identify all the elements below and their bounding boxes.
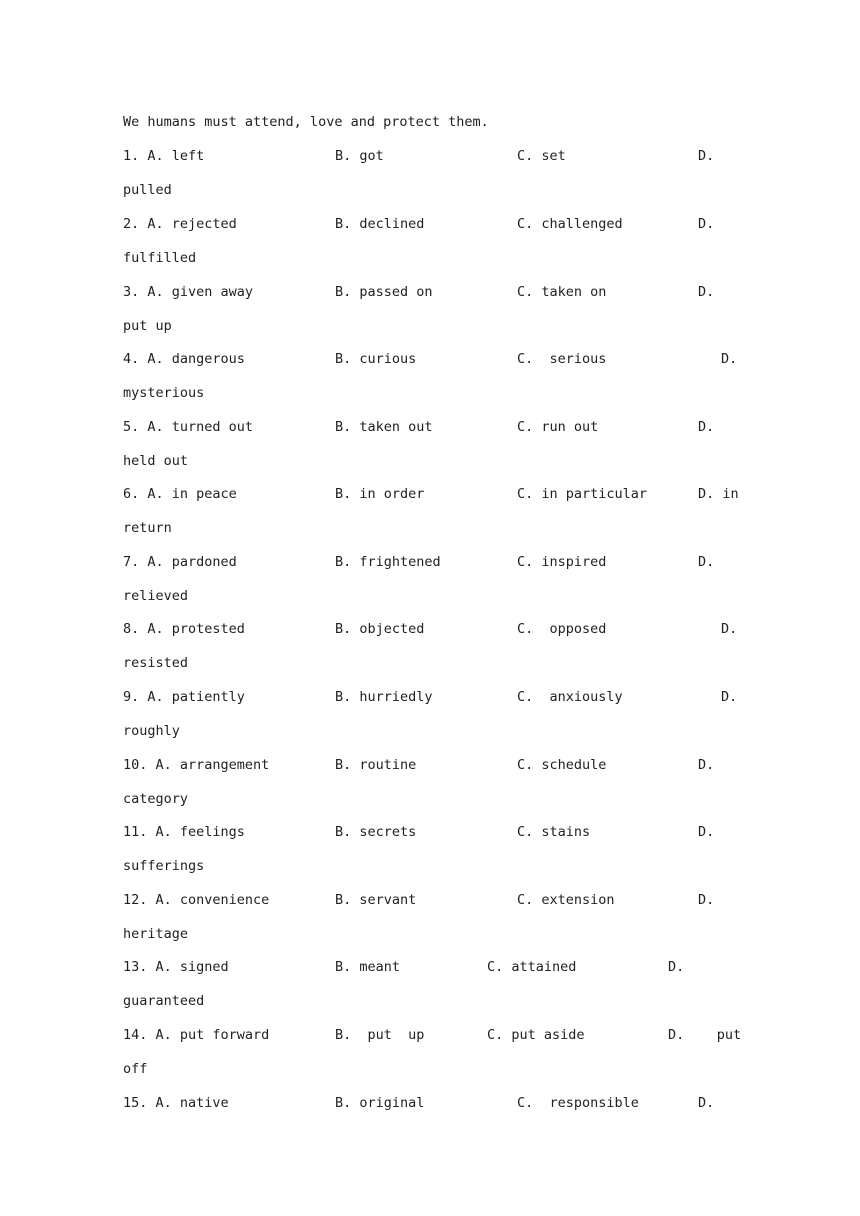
q11-option-d: D. <box>698 824 715 840</box>
q15-option-b: B. original <box>335 1095 425 1111</box>
q4-option-a: 4. A. dangerous <box>123 351 245 367</box>
intro-sentence: We humans must attend, love and protect them. <box>123 114 489 130</box>
q10-option-a: 10. A. arrangement <box>123 757 270 773</box>
q5-option-a: 5. A. turned out <box>123 419 254 435</box>
q3-option-a: 3. A. given away <box>123 284 254 300</box>
q11-option-c: C. stains <box>517 824 591 840</box>
q6-option-d: D. in <box>698 486 739 502</box>
q2-option-a: 2. A. rejected <box>123 216 237 232</box>
q2-option-c: C. challenged <box>517 216 623 232</box>
q15-option-d: D. <box>698 1095 715 1111</box>
q9-option-c: C. anxiously <box>517 689 623 705</box>
q10-option-d: D. <box>698 757 715 773</box>
q9-option-d-wrap: roughly <box>123 723 180 739</box>
q12-option-a: 12. A. convenience <box>123 892 270 908</box>
q2-option-d-wrap: fulfilled <box>123 250 197 266</box>
q14-option-d-wrap: off <box>123 1061 148 1077</box>
q5-option-c: C. run out <box>517 419 599 435</box>
q3-option-b: B. passed on <box>335 284 433 300</box>
q4-option-d: D. <box>721 351 738 367</box>
q1-option-a: 1. A. left <box>123 148 205 164</box>
q1-option-c: C. set <box>517 148 566 164</box>
q3-option-c: C. taken on <box>517 284 607 300</box>
q13-option-b: B. meant <box>335 959 401 975</box>
q2-option-b: B. declined <box>335 216 425 232</box>
q6-option-d-wrap: return <box>123 520 172 536</box>
q12-option-c: C. extension <box>517 892 615 908</box>
q7-option-b: B. frightened <box>335 554 441 570</box>
q15-option-a: 15. A. native <box>123 1095 229 1111</box>
q9-option-b: B. hurriedly <box>335 689 433 705</box>
q3-option-d: D. <box>698 284 715 300</box>
q13-option-d-wrap: guaranteed <box>123 993 205 1009</box>
q6-option-c: C. in particular <box>517 486 648 502</box>
q1-option-b: B. got <box>335 148 384 164</box>
q6-option-a: 6. A. in peace <box>123 486 237 502</box>
q14-option-d: D. put <box>668 1027 742 1043</box>
q13-option-c: C. attained <box>487 959 577 975</box>
q9-option-a: 9. A. patiently <box>123 689 245 705</box>
q10-option-c: C. schedule <box>517 757 607 773</box>
q7-option-d-wrap: relieved <box>123 588 189 604</box>
q10-option-d-wrap: category <box>123 791 189 807</box>
q5-option-d-wrap: held out <box>123 453 189 469</box>
q5-option-b: B. taken out <box>335 419 433 435</box>
q5-option-d: D. <box>698 419 715 435</box>
q15-option-c: C. responsible <box>517 1095 639 1111</box>
q7-option-d: D. <box>698 554 715 570</box>
q13-option-d: D. <box>668 959 685 975</box>
q13-option-a: 13. A. signed <box>123 959 229 975</box>
q8-option-d-wrap: resisted <box>123 655 189 671</box>
q14-option-b: B. put up <box>335 1027 425 1043</box>
q6-option-b: B. in order <box>335 486 425 502</box>
q8-option-c: C. opposed <box>517 621 607 637</box>
q11-option-b: B. secrets <box>335 824 417 840</box>
q3-option-d-wrap: put up <box>123 318 172 334</box>
q4-option-c: C. serious <box>517 351 607 367</box>
q12-option-d: D. <box>698 892 715 908</box>
q12-option-b: B. servant <box>335 892 417 908</box>
q9-option-d: D. <box>721 689 738 705</box>
q4-option-d-wrap: mysterious <box>123 385 205 401</box>
q4-option-b: B. curious <box>335 351 417 367</box>
q8-option-b: B. objected <box>335 621 425 637</box>
q10-option-b: B. routine <box>335 757 417 773</box>
q8-option-d: D. <box>721 621 738 637</box>
q1-option-d-wrap: pulled <box>123 182 172 198</box>
q7-option-c: C. inspired <box>517 554 607 570</box>
q1-option-d: D. <box>698 148 715 164</box>
q8-option-a: 8. A. protested <box>123 621 245 637</box>
q14-option-a: 14. A. put forward <box>123 1027 270 1043</box>
q14-option-c: C. put aside <box>487 1027 585 1043</box>
q11-option-d-wrap: sufferings <box>123 858 205 874</box>
q2-option-d: D. <box>698 216 715 232</box>
q7-option-a: 7. A. pardoned <box>123 554 237 570</box>
q11-option-a: 11. A. feelings <box>123 824 245 840</box>
q12-option-d-wrap: heritage <box>123 926 189 942</box>
